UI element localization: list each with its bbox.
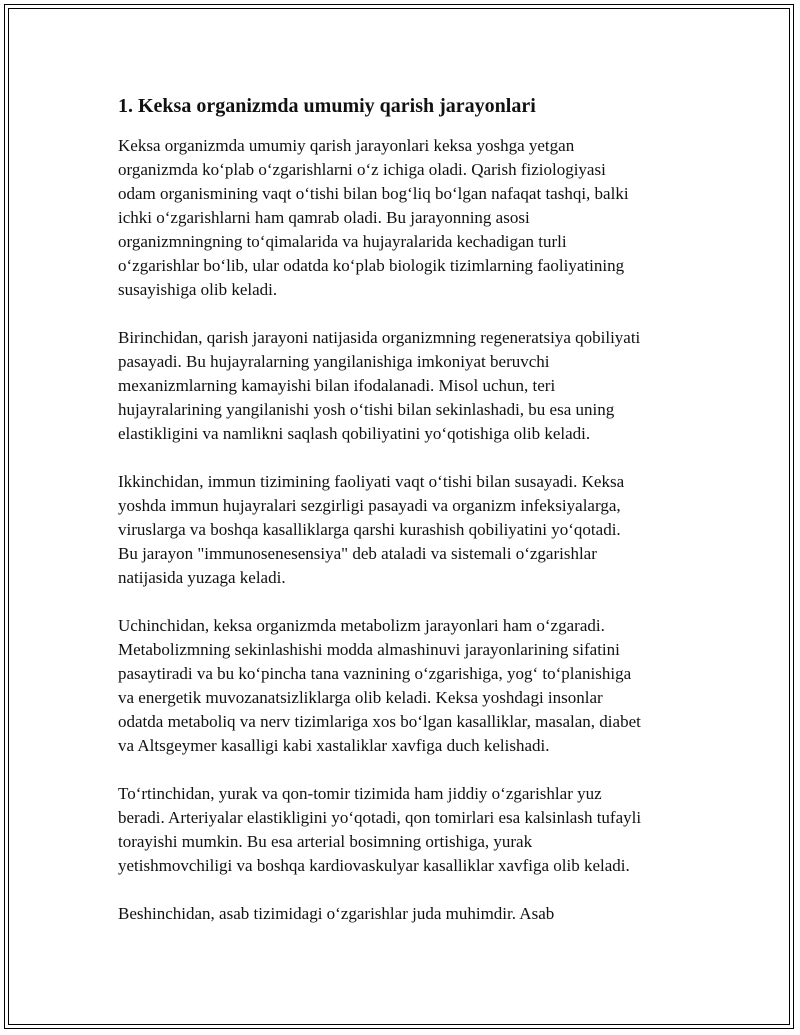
paragraph-third: Uchinchidan, keksa organizmda metabolizm jarayonlari ham oʻzgaradi. Metabolizmning sekinlashishi modda almashinuvi jarayonlarining sifatini pasaytiradi va bu koʻpincha tana vaznining oʻzgarishiga, yogʻ toʻplanishiga va energetik muvozanatsizliklarga olib keladi. Keksa yoshdagi insonlar odatda metaboliq va nerv tizimlariga xos boʻlgan kasalliklar, masalan, diabet va Altsgeymer kasalligi kabi xastaliklar xavfiga duch kelishadi. xyxy=(118,616,641,755)
paragraph-fourth: Toʻrtinchidan, yurak va qon-tomir tizimida ham jiddiy oʻzgarishlar yuz beradi. Arteriyalar elastikligini yoʻqotadi, qon tomirlari esa kalsinlash tufayli torayishi mumkin. Bu esa arterial bosimning ortishiga, yurak yetishmovchiligi va boshqa kardiovaskulyar kasalliklar xavfiga olib keladi. xyxy=(118,784,642,875)
paragraph-intro: Keksa organizmda umumiy qarish jarayonlari keksa yoshga yetgan organizmda koʻplab oʻzgarishlarni oʻz ichiga oladi. Qarish fiziologiyasi odam organismining vaqt oʻtishi bilan bogʻliq boʻlgan nafaqat tashqi, balki ichki oʻzgarishlarni ham qamrab oladi. Bu jarayonning asosi organizmningning toʻqimalarida va hujayralarida kechadigan turli oʻzgarishlar boʻlib, ular odatda koʻplab biologik tizimlarning faoliyatining susayishiga olib keladi. xyxy=(118,136,629,299)
paragraph-first: Birinchidan, qarish jarayoni natijasida organizmning regeneratsiya qobiliyati pasayadi. Bu hujayralarning yangilanishiga imkoniyat beruvchi mexanizmlarning kamayishi bilan ifodalanadi. Misol uchun, teri hujayralarining yangilanishi yosh oʻtishi bilan sekinlashadi, bu esa uning elastikligini va namlikni saqlash qobiliyatini yoʻqotishiga olib keladi. xyxy=(118,328,641,443)
document-body xyxy=(118,94,703,950)
paragraph-fifth: Beshinchidan, asab tizimidagi oʻzgarishlar juda muhimdir. Asab xyxy=(118,904,555,923)
section-heading: 1. Keksa organizmda umumiy qarish jarayonlari xyxy=(118,95,536,117)
paragraph-second: Ikkinchidan, immun tizimining faoliyati vaqt oʻtishi bilan susayadi. Keksa yoshda immun hujayralari sezgirligi pasayadi va organizm infeksiyalarga, viruslarga va boshqa kasalliklarga qarshi kurashish qobiliyatini yoʻqotadi. Bu jarayon "immunosenesensiya" deb ataladi va sistemali oʻzgarishlar natijasida yuzaga keladi. xyxy=(118,472,625,587)
